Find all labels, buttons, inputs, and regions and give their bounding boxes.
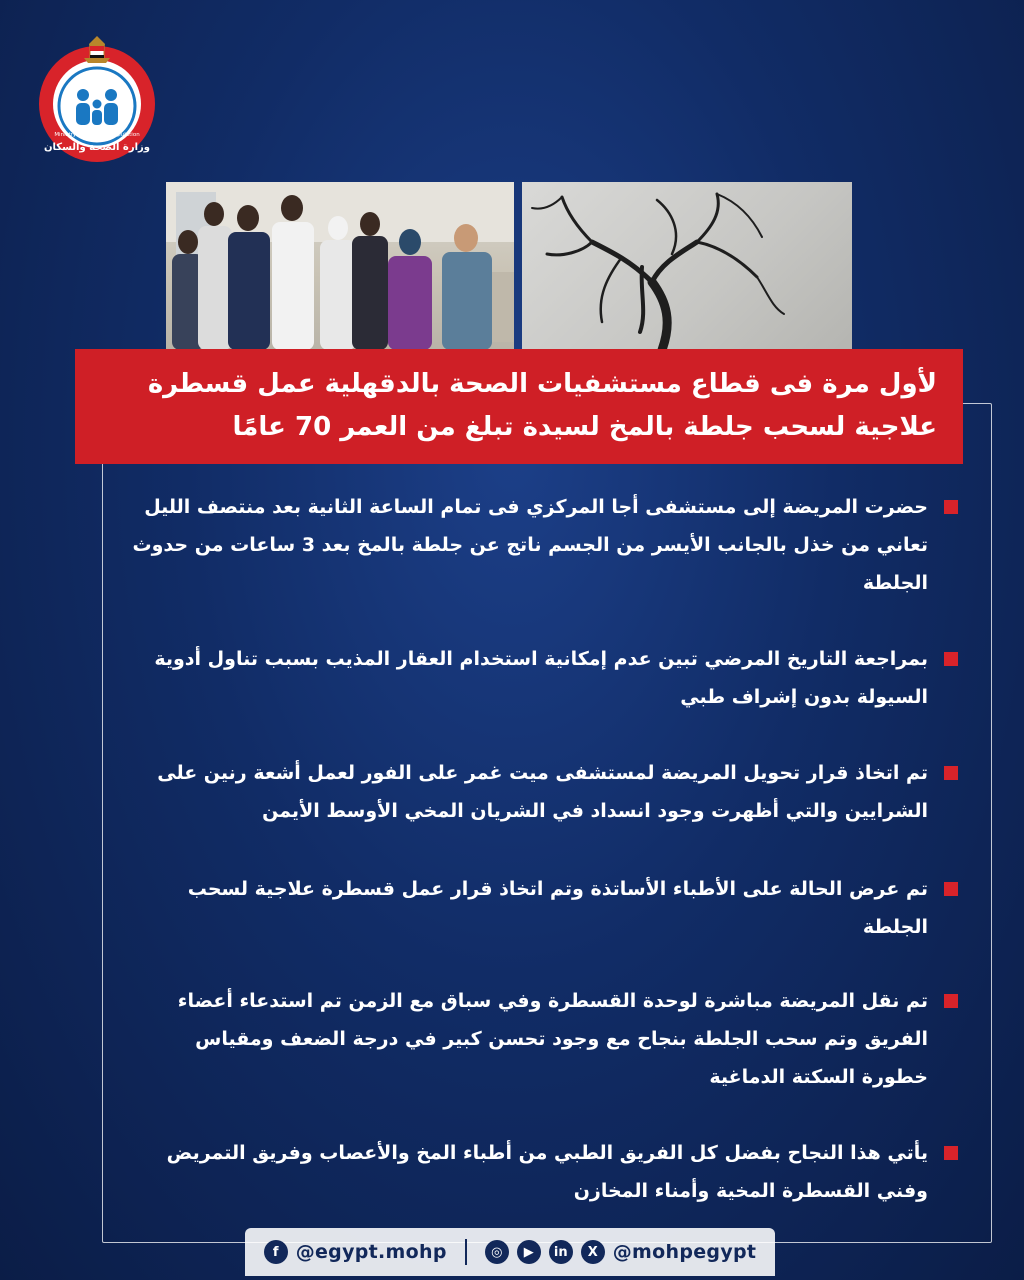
bullet-line: السيولة بدون إشراف طبي [680, 686, 928, 708]
logo-english-text: Ministry of Health & Population [54, 132, 140, 138]
bullet-marker-icon [944, 652, 958, 666]
photo-strip [166, 182, 852, 350]
bullet-item-6 [110, 1134, 958, 1210]
headline-line-2: علاجية لسحب جلطة بالمخ لسيدة تبلغ من العمر 70 عامًا [232, 412, 937, 442]
bullet-marker-icon [944, 1146, 958, 1160]
bullet-line: خطورة السكتة الدماغية [709, 1066, 928, 1088]
youtube-icon[interactable]: ▶ [517, 1240, 541, 1264]
bullet-line: تم عرض الحالة على الأطباء الأساتذة وتم اتخاذ قرار عمل قسطرة علاجية لسحب [187, 878, 928, 900]
facebook-handle[interactable]: @egypt.mohp [295, 1241, 447, 1263]
headline-banner [75, 349, 963, 464]
bullet-marker-icon [944, 500, 958, 514]
social-media-bar [245, 1228, 775, 1276]
bullet-line: تم نقل المريضة مباشرة لوحدة القسطرة وفي سباق مع الزمن تم استدعاء أعضاء [177, 990, 928, 1012]
x-icon[interactable]: X [581, 1240, 605, 1264]
bullet-line: بمراجعة التاريخ المرضي تبين عدم إمكانية استخدام العقار المذيب بسبب تناول أدوية [154, 648, 928, 670]
ministry-logo [34, 32, 160, 166]
bullet-marker-icon [944, 882, 958, 896]
bullet-marker-icon [944, 766, 958, 780]
bullet-item-3 [110, 754, 958, 830]
bullet-line: الجلطة [862, 572, 928, 594]
bullet-line: حضرت المريضة إلى مستشفى أجا المركزي فى تمام الساعة الثانية بعد منتصف الليل [144, 496, 928, 518]
bullet-item-1 [110, 488, 958, 602]
bullet-line: تعاني من خذل بالجانب الأيسر من الجسم ناتج عن جلطة بالمخ بعد 3 ساعات من حدوث [132, 534, 928, 556]
social-handle[interactable]: @mohpegypt [612, 1241, 757, 1263]
medical-team-photo [166, 182, 514, 350]
linkedin-icon[interactable]: in [549, 1240, 573, 1264]
bullet-item-4 [110, 870, 958, 946]
headline-line-1: لأول مرة فى قطاع مستشفيات الصحة بالدقهلية عمل قسطرة [147, 369, 937, 399]
facebook-icon[interactable]: f [264, 1240, 288, 1264]
bullet-line: الشرايين والتي أظهرت وجود انسداد في الشريان المخي الأوسط الأيمن [262, 800, 928, 822]
bullet-item-5 [110, 982, 958, 1096]
bullet-line: تم اتخاذ قرار تحويل المريضة لمستشفى ميت غمر على الفور لعمل أشعة رنين على [157, 762, 928, 784]
bullet-line: الفريق وتم سحب الجلطة بنجاح مع وجود تحسن كبير في درجة الضعف ومقياس [195, 1028, 928, 1050]
logo-arabic-text: وزارة الصحة والسكان [43, 142, 151, 153]
divider [465, 1239, 467, 1265]
bullet-item-2 [110, 640, 958, 716]
bullet-marker-icon [944, 994, 958, 1008]
bullet-line: وفني القسطرة المخية وأمناء المخازن [573, 1180, 928, 1202]
brain-angiography-image [522, 182, 852, 350]
bullet-line: الجلطة [862, 916, 928, 938]
bullet-line: يأتي هذا النجاح بفضل كل الفريق الطبي من أطباء المخ والأعصاب وفريق التمريض [166, 1142, 928, 1164]
instagram-icon[interactable]: ◎ [485, 1240, 509, 1264]
